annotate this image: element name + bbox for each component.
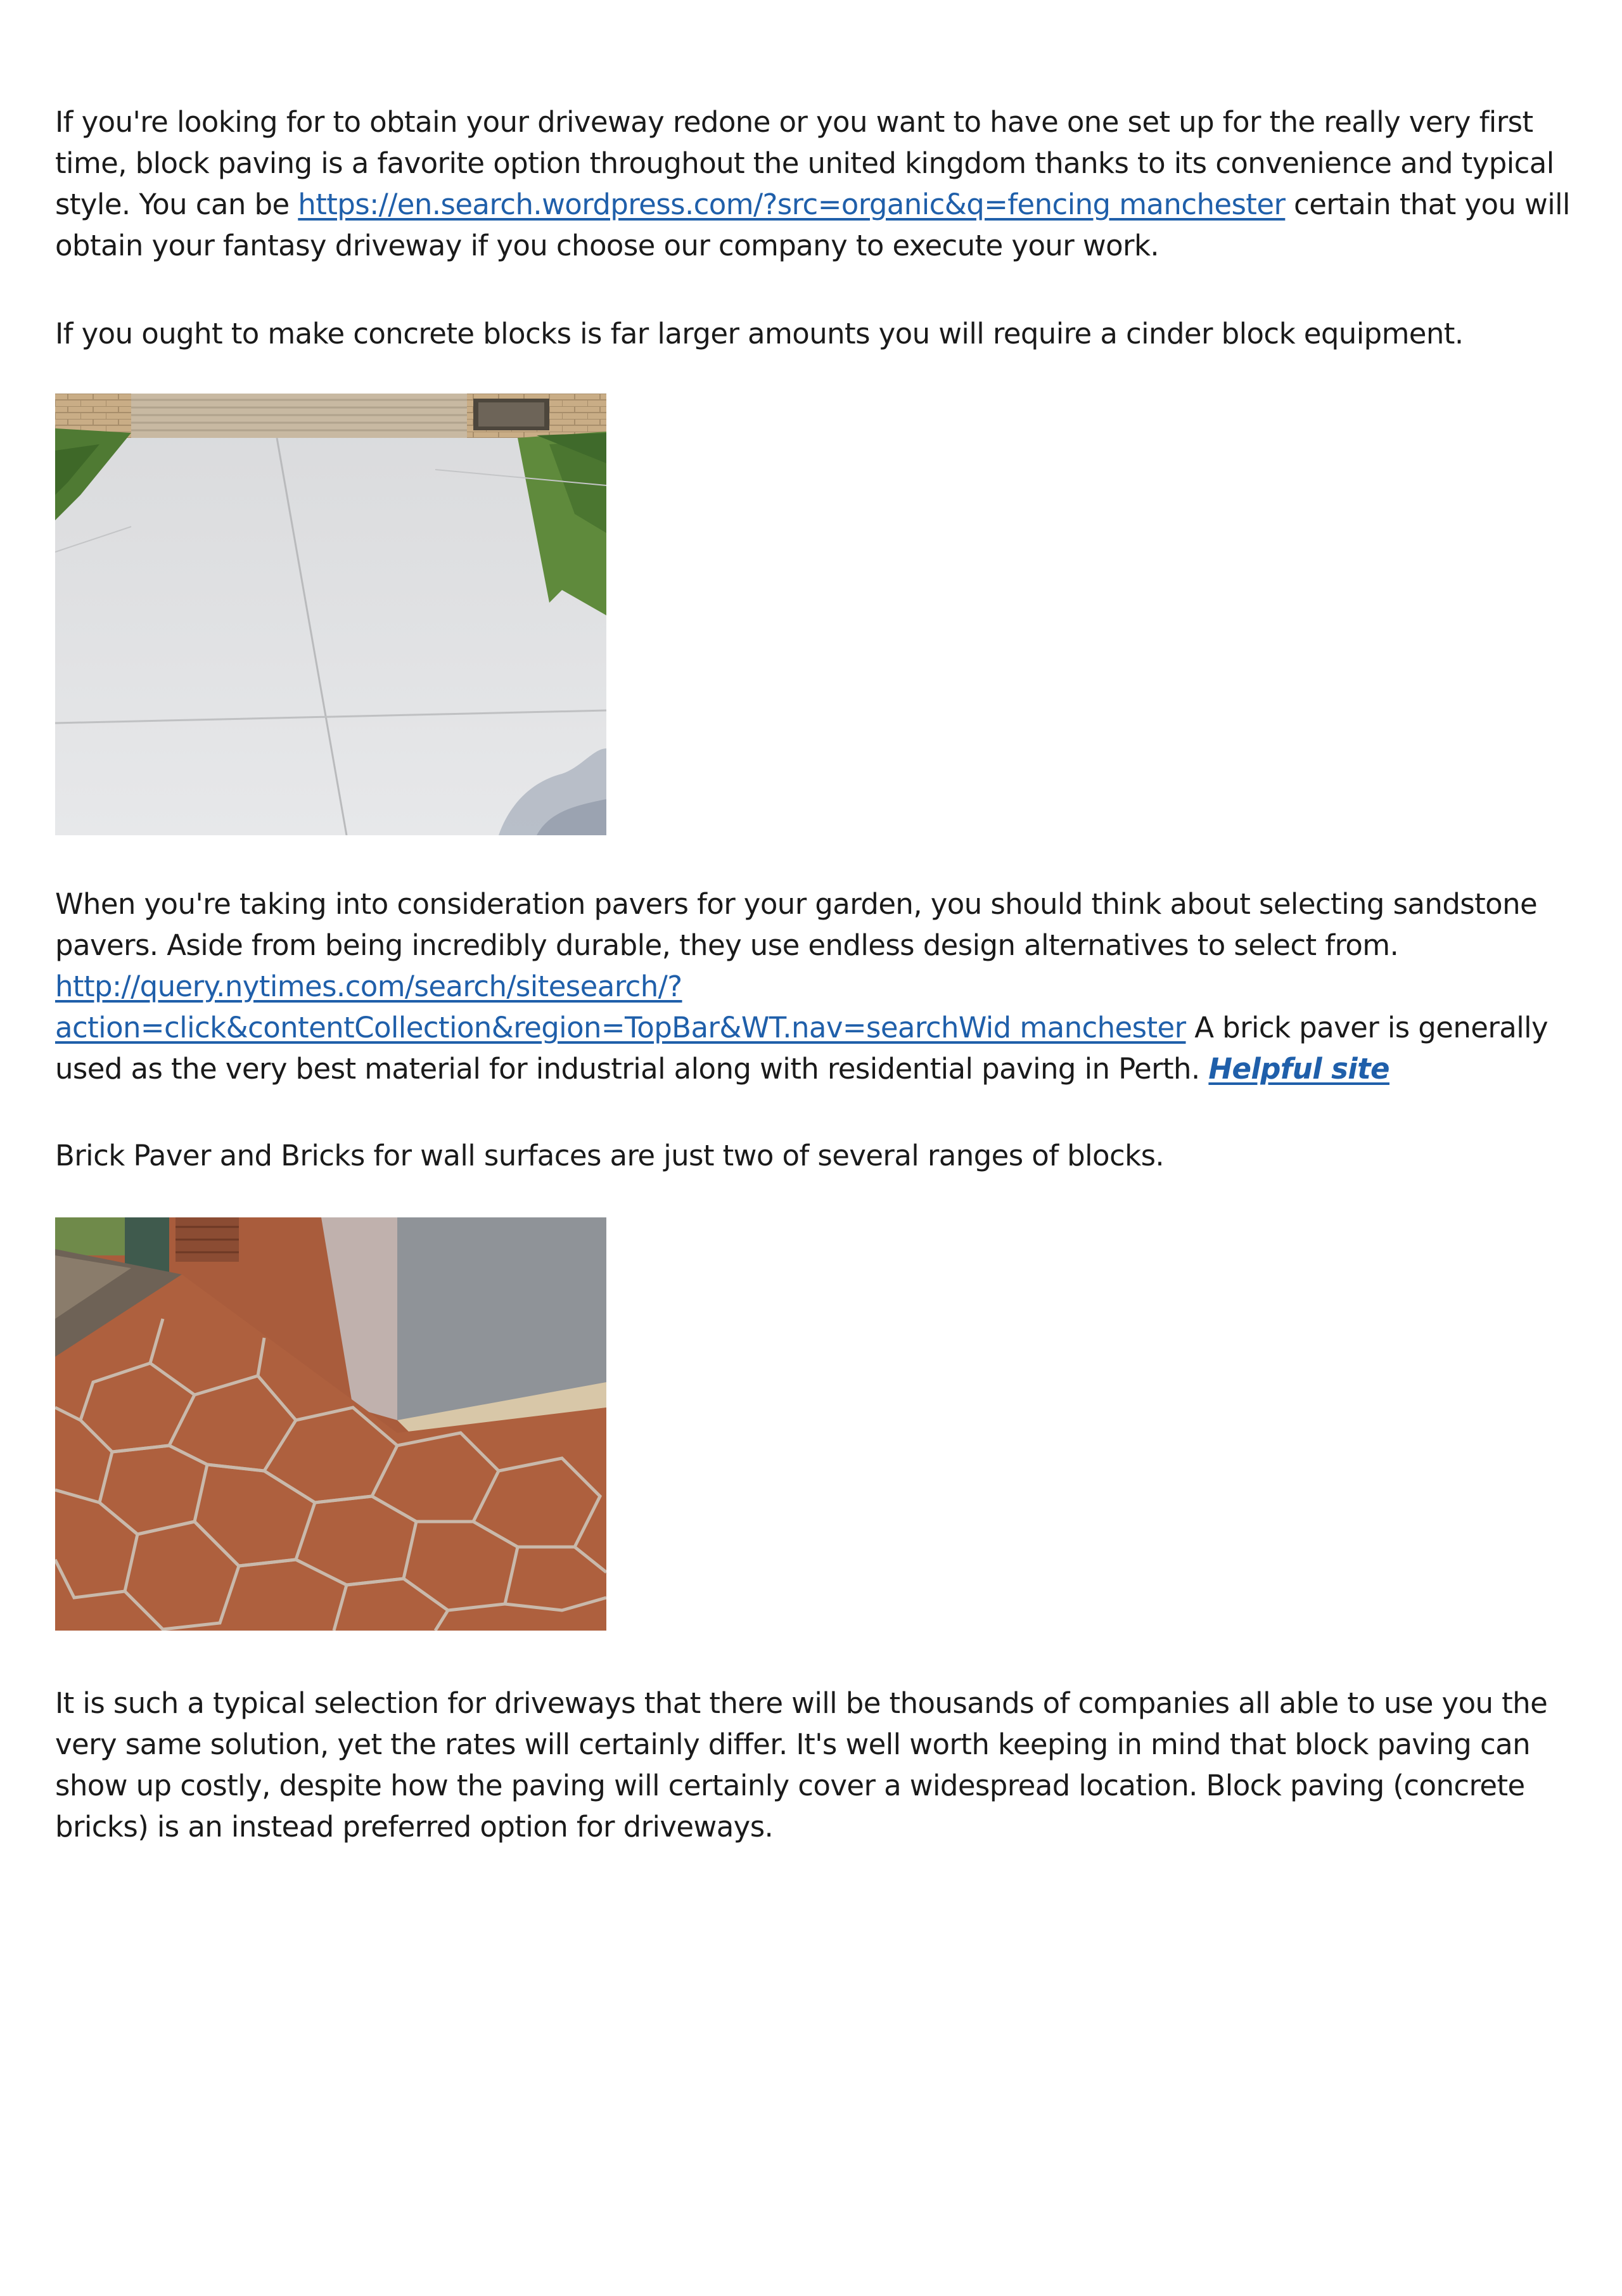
helpful-site-link[interactable]: Helpful site: [1208, 1052, 1389, 1086]
paragraph-5: It is such a typical selection for driveways that there will be thousands of companies all able to use you the very same solution, yet the rates will certainly differ. It's well worth keeping in mind that block paving can show up costly, despite how the paving will certainly cover a widespread location. Block paving (concrete bricks) is an instead preferred option for driveways.: [55, 1686, 1548, 1844]
paragraph-2: If you ought to make concrete blocks is far larger amounts you will require a cinder block equipment.: [55, 317, 1464, 350]
wordpress-search-link[interactable]: https://en.search.wordpress.com/?src=organic&q=fencing manchester: [298, 188, 1286, 221]
paragraph-1-text-b: certain that you will obtain your fantasy driveway if you choose our company to execute your work.: [55, 188, 1570, 262]
concrete-driveway-illustration: [55, 394, 606, 835]
nytimes-search-link[interactable]: http://query.nytimes.com/search/sitesearch/?action=click&contentCollection&region=TopBar&WT.nav=searchWid manchester: [55, 970, 1186, 1044]
paragraph-3: [55, 883, 1588, 1089]
paragraph-4: Brick Paver and Bricks for wall surfaces are just two of several ranges of blocks.: [55, 1139, 1165, 1172]
stamped-concrete-image: [55, 1217, 606, 1631]
stamped-concrete-illustration: [55, 1217, 606, 1631]
document-page: [55, 101, 1588, 1847]
concrete-driveway-image: [55, 394, 606, 835]
paragraph-1: [55, 101, 1588, 266]
paragraph-3-text-a: When you're taking into consideration pavers for your garden, you should think about selecting sandstone pavers. Aside from being incredibly durable, they use endless design alternatives to select from.: [55, 887, 1538, 962]
paragraph-3-text-b: A brick paver is generally used as the very best material for industrial along with residential paving in Perth.: [55, 1011, 1549, 1086]
paragraph-1-text-a: If you're looking for to obtain your driveway redone or you want to have one set up for the really very first time, block paving is a favorite option throughout the united kingdom thanks to its convenience and typical style. You can be: [55, 105, 1554, 221]
